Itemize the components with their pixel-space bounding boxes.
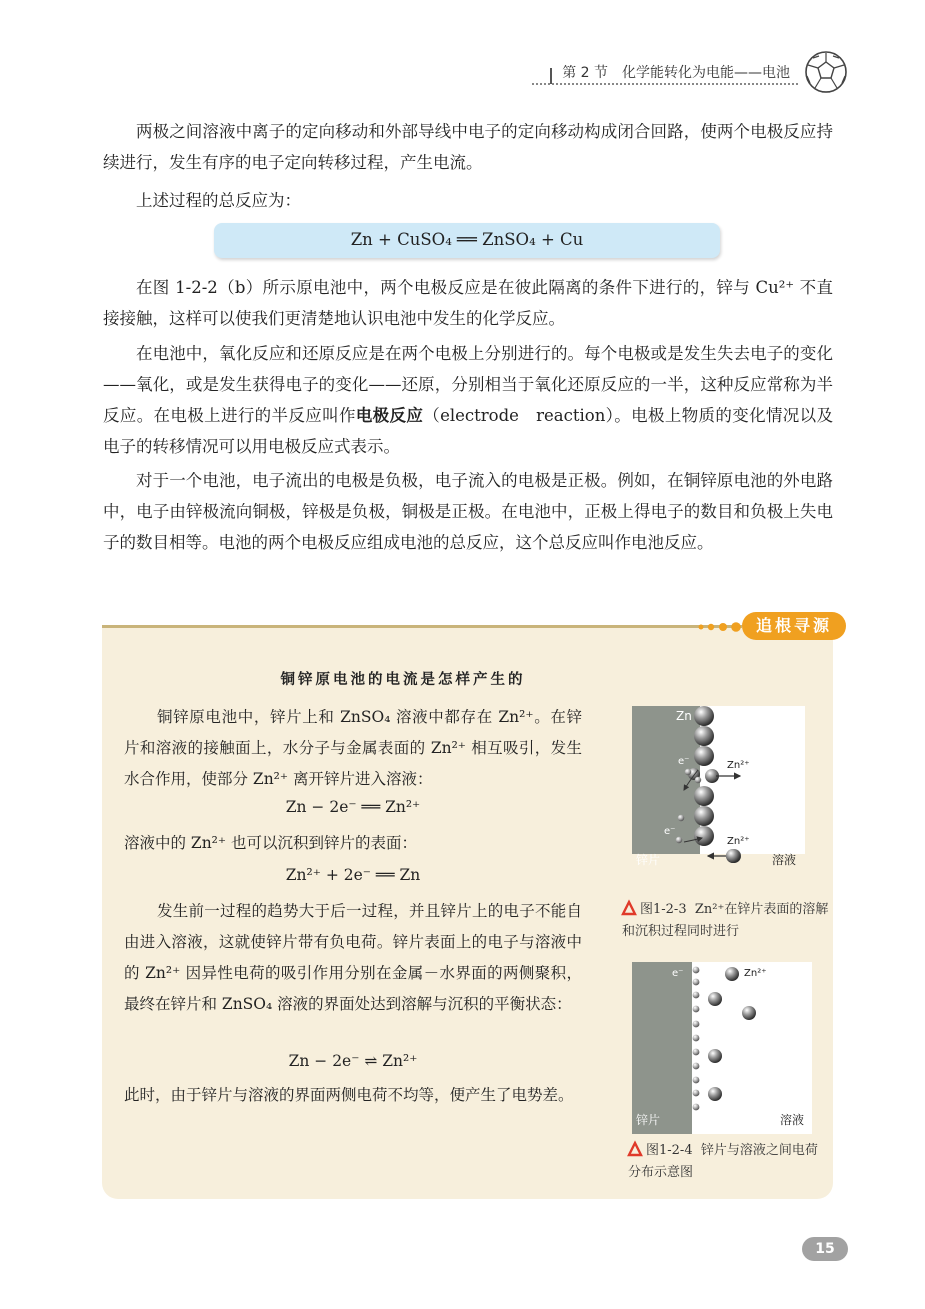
label-electron-1: e⁻ <box>678 756 690 767</box>
term-electrode-reaction: 电极反应 <box>355 406 424 425</box>
paragraph-closed-circuit: 两极之间溶液中离子的定向移动和外部导线中电子的定向移动构成闭合回路，使两个电极反应持续进行，发生有序的电子定向转移过程，产生电流。 <box>103 122 833 172</box>
figure-1-2-4-diagram <box>632 962 812 1134</box>
caption-triangle-icon <box>622 901 636 915</box>
header-tick <box>550 68 552 84</box>
panel-text-deposition: 溶液中的 Zn²⁺ 也可以沉积到锌片的表面： <box>124 834 418 852</box>
figure-dissolution-deposition <box>632 706 805 867</box>
paragraph-half-reaction <box>103 338 833 462</box>
equation-dissolution: Zn − 2e⁻ ══ Zn²⁺ <box>285 798 421 816</box>
label-solution: 溶液 <box>772 853 797 867</box>
total-reaction-equation-box <box>214 223 720 258</box>
half-reaction-text-a: 在电池中，氧化反应和还原反应是在两个电极上分别进行的。每个电极或是发生失去电子的变化——氧化，或是发生获得电子的变化——还原，分别相当于氧化还原反应的一半，这种反应常称为半反应。在电极上进行的半反应叫作 <box>103 344 833 425</box>
caption-number: 图1-2-3 <box>640 902 687 917</box>
figure-charge-distribution <box>632 962 812 1134</box>
fullerene-icon <box>804 50 848 94</box>
panel-badge: 追根寻源 <box>742 612 846 640</box>
equation-deposition: Zn²⁺ + 2e⁻ ══ Zn <box>285 866 421 884</box>
caption-figure-1-2-4 <box>628 1140 828 1184</box>
caption-number: 图1-2-4 <box>646 1143 693 1158</box>
panel-text-potential: 此时，由于锌片与溶液的界面两侧电荷不均等，便产生了电势差。 <box>124 1086 574 1104</box>
label-electron: e⁻ <box>672 968 684 979</box>
header-rule <box>532 83 798 85</box>
equation-equilibrium: Zn − 2e⁻ ⇌ Zn²⁺ <box>288 1052 418 1070</box>
section-title: 第 2 节 化学能转化为电能——电池 <box>562 65 790 81</box>
running-header <box>528 56 848 88</box>
paragraph-isolated-electrodes: 在图 1-2-2（b）所示原电池中，两个电极反应是在彼此隔离的条件下进行的，锌与 Cu²⁺ 不直接接触，这样可以使我们更清楚地认识电池中发生的化学反应。 <box>103 278 833 328</box>
label-zinc-plate: 锌片 <box>636 1113 661 1127</box>
paragraph-total-reaction-intro: 上述过程的总反应为： <box>136 191 301 210</box>
caption-text: Zn²⁺在锌片表面的溶解和沉积过程同时进行 <box>622 902 829 939</box>
page-number: 15 <box>802 1237 848 1261</box>
label-solution: 溶液 <box>780 1113 805 1127</box>
panel-text-dissolution: 铜锌原电池中，锌片上和 ZnSO₄ 溶液中都存在 Zn²⁺。在锌片和溶液的接触面上，水分子与金属表面的 Zn²⁺ 相互吸引，发生水合作用，使部分 Zn²⁺ 离开锌片进入溶液： <box>124 708 582 788</box>
panel-top-rule <box>102 625 742 628</box>
label-zn-ion-out: Zn²⁺ <box>727 760 750 771</box>
panel-title: 铜锌原电池的电流是怎样产生的 <box>280 671 526 688</box>
decor-dots-icon <box>696 620 746 634</box>
caption-text: 锌片与溶液之间电荷分布示意图 <box>628 1143 818 1180</box>
caption-triangle-icon <box>628 1142 642 1156</box>
label-zn-ion-in: Zn²⁺ <box>727 836 750 847</box>
panel-text-equilibrium: 发生前一过程的趋势大于后一过程，并且锌片上的电子不能自由进入溶液，这就使锌片带有负电荷。锌片表面上的电子与溶液中的 Zn²⁺ 因异性电荷的吸引作用分别在金属－水界面的两侧聚积，最终在锌片和 ZnSO₄ 溶液的界面处达到溶解与沉积的平衡状态： <box>124 902 582 1013</box>
half-reaction-text-b: （electrode reaction）。电极上物质的变化情况以及电子的转移情况可以用电极反应式表示。 <box>103 406 834 456</box>
label-zn-ion: Zn²⁺ <box>744 968 767 979</box>
label-zinc-plate: 锌片 <box>636 853 661 867</box>
label-electron-2: e⁻ <box>664 826 676 837</box>
figure-1-2-3-diagram <box>632 706 805 867</box>
caption-figure-1-2-3 <box>622 899 832 943</box>
label-zn: Zn <box>676 709 692 723</box>
total-reaction-equation: Zn + CuSO₄ ══ ZnSO₄ + Cu <box>350 230 584 249</box>
paragraph-anode-cathode: 对于一个电池，电子流出的电极是负极，电子流入的电极是正极。例如，在铜锌原电池的外电路中，电子由锌极流向铜极，锌极是负极，铜极是正极。在电池中，正极上得电子的数目和负极上失电子的数目相等。电池的两个电极反应组成电池的总反应，这个总反应叫作电池反应。 <box>103 471 833 552</box>
